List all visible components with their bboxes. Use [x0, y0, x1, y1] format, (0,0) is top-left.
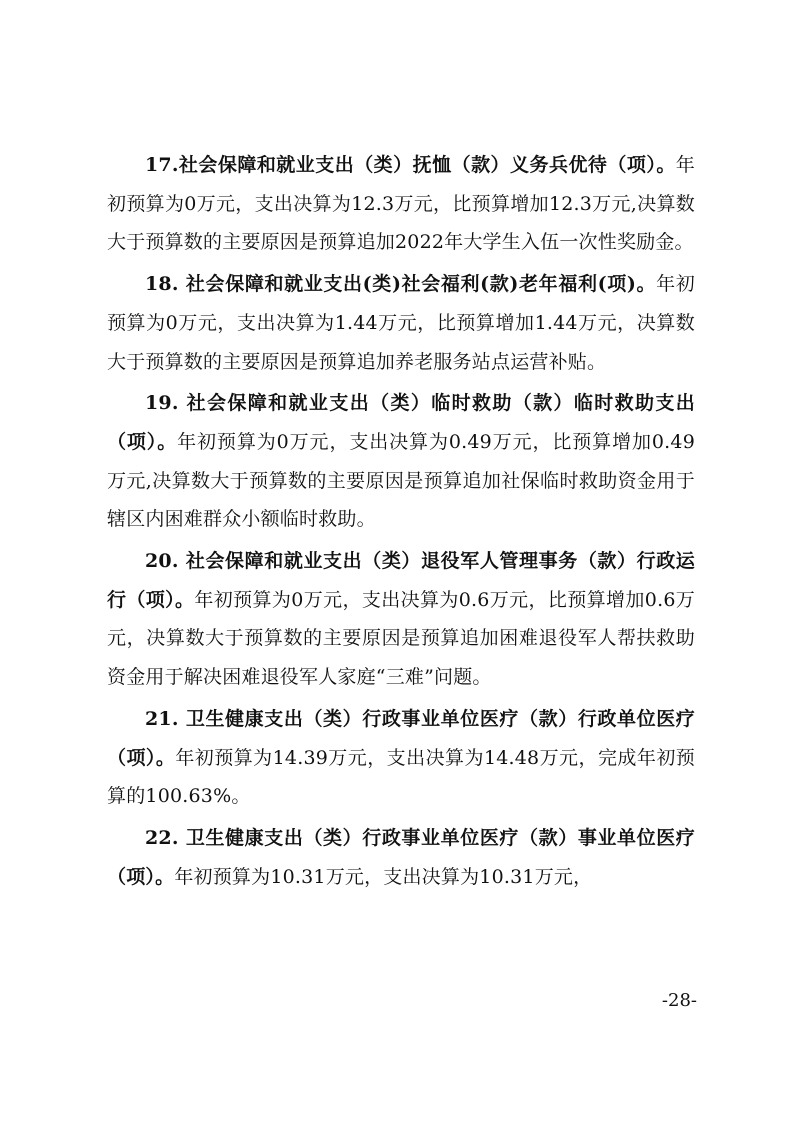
paragraph-heading: 18. 社会保障和就业支出(类)社会福利(款)老年福利(项)。 [145, 273, 657, 296]
page-number: -28- [661, 990, 697, 1011]
paragraph-text: 年初预算为0万元，支出决算为0.6万元，比预算增加0.6万元，决算数大于预算数的主要原因是预算追加困难退役军人帮扶救助资金用于解决困难退役军人家庭“三难”问题。 [107, 588, 695, 689]
paragraph-18 [107, 265, 695, 381]
paragraph-heading: 21. 卫生健康支出（类）行政事业单位医疗（款）行政单位医疗（项）。 [107, 707, 695, 769]
paragraph-text: 年初预算为0万元，支出决算为0.49万元，比预算增加0.49万元,决算数大于预算数的主要原因是预算追加社保临时救助资金用于辖区内困难群众小额临时救助。 [107, 430, 695, 531]
paragraph-17 [107, 146, 695, 262]
paragraph-22 [107, 819, 695, 896]
paragraph-heading: 17.社会保障和就业支出（类）抚恤（款）义务兵优待（项）。 [145, 154, 676, 176]
paragraph-text: 年初预算为14.39万元，支出决算为14.48万元，完成年初预算的100.63%。 [107, 746, 695, 808]
paragraph-heading: 19. 社会保障和就业支出（类）临时救助（款）临时救助支出（项）。 [107, 392, 695, 453]
paragraph-text: 年初预算为0万元，支出决算为12.3万元，比预算增加12.3万元,决算数大于预算数的主要原因是预算追加2022年大学生入伍一次性奖励金。 [107, 154, 695, 254]
paragraph-19 [107, 384, 695, 539]
paragraph-20 [107, 542, 695, 697]
paragraph-21 [107, 700, 695, 816]
document-body [107, 146, 695, 899]
paragraph-text: 年初预算为0万元，支出决算为1.44万元，比预算增加1.44万元，决算数大于预算数的主要原因是预算追加养老服务站点运营补贴。 [107, 273, 695, 373]
paragraph-heading: 22. 卫生健康支出（类）行政事业单位医疗（款）事业单位医疗（项）。 [107, 826, 695, 888]
paragraph-text: 年初预算为10.31万元，支出决算为10.31万元， [174, 865, 593, 888]
paragraph-heading: 20. 社会保障和就业支出（类）退役军人管理事务（款）行政运行（项）。 [107, 550, 695, 611]
